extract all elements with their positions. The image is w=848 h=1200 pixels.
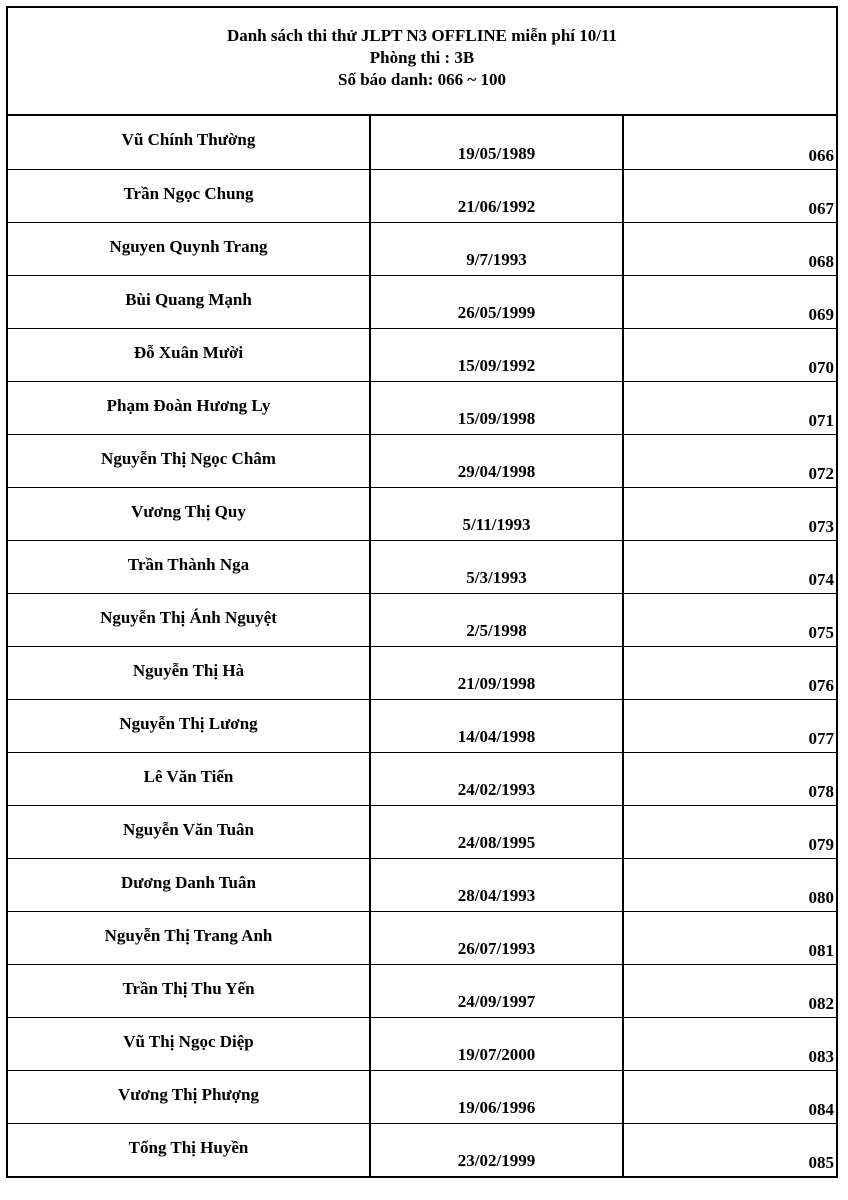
date-of-birth: 28/04/1993 xyxy=(370,858,623,911)
table-row xyxy=(8,858,836,911)
exam-room: Phòng thi : 3B xyxy=(369,48,475,67)
date-of-birth: 15/09/1998 xyxy=(370,381,623,434)
candidate-name: Lê Văn Tiến xyxy=(8,752,370,805)
date-of-birth: 26/07/1993 xyxy=(370,911,623,964)
candidate-number: 074 xyxy=(623,540,836,593)
candidate-number: 073 xyxy=(623,487,836,540)
table-row xyxy=(8,381,836,434)
candidate-number: 071 xyxy=(623,381,836,434)
date-of-birth: 9/7/1993 xyxy=(370,222,623,275)
date-of-birth: 21/09/1998 xyxy=(370,646,623,699)
table-row xyxy=(8,275,836,328)
date-of-birth: 19/06/1996 xyxy=(370,1070,623,1123)
table-row xyxy=(8,540,836,593)
candidate-number: 076 xyxy=(623,646,836,699)
table-row xyxy=(8,434,836,487)
candidate-table xyxy=(8,116,836,1176)
candidate-name: Nguyễn Thị Ánh Nguyệt xyxy=(8,593,370,646)
candidate-name: Vương Thị Phượng xyxy=(8,1070,370,1123)
date-of-birth: 14/04/1998 xyxy=(370,699,623,752)
candidate-name: Đỗ Xuân Mười xyxy=(8,328,370,381)
date-of-birth: 5/3/1993 xyxy=(370,540,623,593)
date-of-birth: 21/06/1992 xyxy=(370,169,623,222)
candidate-number-range: Số báo danh: 066 ~ 100 xyxy=(337,70,507,89)
candidate-name: Phạm Đoàn Hương Ly xyxy=(8,381,370,434)
candidate-name: Trần Thị Thu Yến xyxy=(8,964,370,1017)
table-row xyxy=(8,1123,836,1176)
candidate-number: 072 xyxy=(623,434,836,487)
candidate-number: 085 xyxy=(623,1123,836,1176)
date-of-birth: 29/04/1998 xyxy=(370,434,623,487)
candidate-name: Nguyễn Thị Hà xyxy=(8,646,370,699)
date-of-birth: 24/09/1997 xyxy=(370,964,623,1017)
date-of-birth: 2/5/1998 xyxy=(370,593,623,646)
table-row xyxy=(8,699,836,752)
candidate-number: 067 xyxy=(623,169,836,222)
candidate-number: 078 xyxy=(623,752,836,805)
candidate-name: Bùi Quang Mạnh xyxy=(8,275,370,328)
candidate-name: Nguyễn Văn Tuân xyxy=(8,805,370,858)
table-row xyxy=(8,911,836,964)
candidate-number: 069 xyxy=(623,275,836,328)
date-of-birth: 5/11/1993 xyxy=(370,487,623,540)
candidate-name: Vũ Thị Ngọc Diệp xyxy=(8,1017,370,1070)
list-header xyxy=(8,8,836,116)
candidate-name: Nguyen Quynh Trang xyxy=(8,222,370,275)
exam-list-sheet xyxy=(6,6,838,1178)
table-row xyxy=(8,805,836,858)
candidate-rows xyxy=(8,116,836,1176)
candidate-number: 082 xyxy=(623,964,836,1017)
table-row xyxy=(8,487,836,540)
candidate-number: 075 xyxy=(623,593,836,646)
candidate-name: Trần Thành Nga xyxy=(8,540,370,593)
date-of-birth: 19/05/1989 xyxy=(370,116,623,169)
table-row xyxy=(8,593,836,646)
candidate-number: 077 xyxy=(623,699,836,752)
candidate-number: 070 xyxy=(623,328,836,381)
date-of-birth: 19/07/2000 xyxy=(370,1017,623,1070)
date-of-birth: 23/02/1999 xyxy=(370,1123,623,1176)
table-row xyxy=(8,222,836,275)
candidate-number: 081 xyxy=(623,911,836,964)
candidate-number: 080 xyxy=(623,858,836,911)
candidate-number: 079 xyxy=(623,805,836,858)
candidate-number: 068 xyxy=(623,222,836,275)
date-of-birth: 26/05/1999 xyxy=(370,275,623,328)
candidate-name: Tống Thị Huyền xyxy=(8,1123,370,1176)
table-row xyxy=(8,1017,836,1070)
candidate-name: Dương Danh Tuân xyxy=(8,858,370,911)
table-row xyxy=(8,116,836,169)
candidate-name: Nguyễn Thị Ngọc Châm xyxy=(8,434,370,487)
candidate-number: 083 xyxy=(623,1017,836,1070)
table-row xyxy=(8,1070,836,1123)
candidate-number: 066 xyxy=(623,116,836,169)
candidate-number: 084 xyxy=(623,1070,836,1123)
list-title: Danh sách thi thử JLPT N3 OFFLINE miễn phí 10/11 xyxy=(226,26,618,45)
candidate-name: Vũ Chính Thường xyxy=(121,130,256,149)
table-row xyxy=(8,964,836,1017)
candidate-name: Nguyễn Thị Lương xyxy=(8,699,370,752)
table-row xyxy=(8,169,836,222)
date-of-birth: 15/09/1992 xyxy=(370,328,623,381)
date-of-birth: 24/08/1995 xyxy=(370,805,623,858)
candidate-name: Trần Ngọc Chung xyxy=(8,169,370,222)
date-of-birth: 24/02/1993 xyxy=(370,752,623,805)
table-row xyxy=(8,752,836,805)
candidate-name: Vương Thị Quy xyxy=(8,487,370,540)
table-row xyxy=(8,646,836,699)
candidate-name: Nguyễn Thị Trang Anh xyxy=(8,911,370,964)
table-row xyxy=(8,328,836,381)
